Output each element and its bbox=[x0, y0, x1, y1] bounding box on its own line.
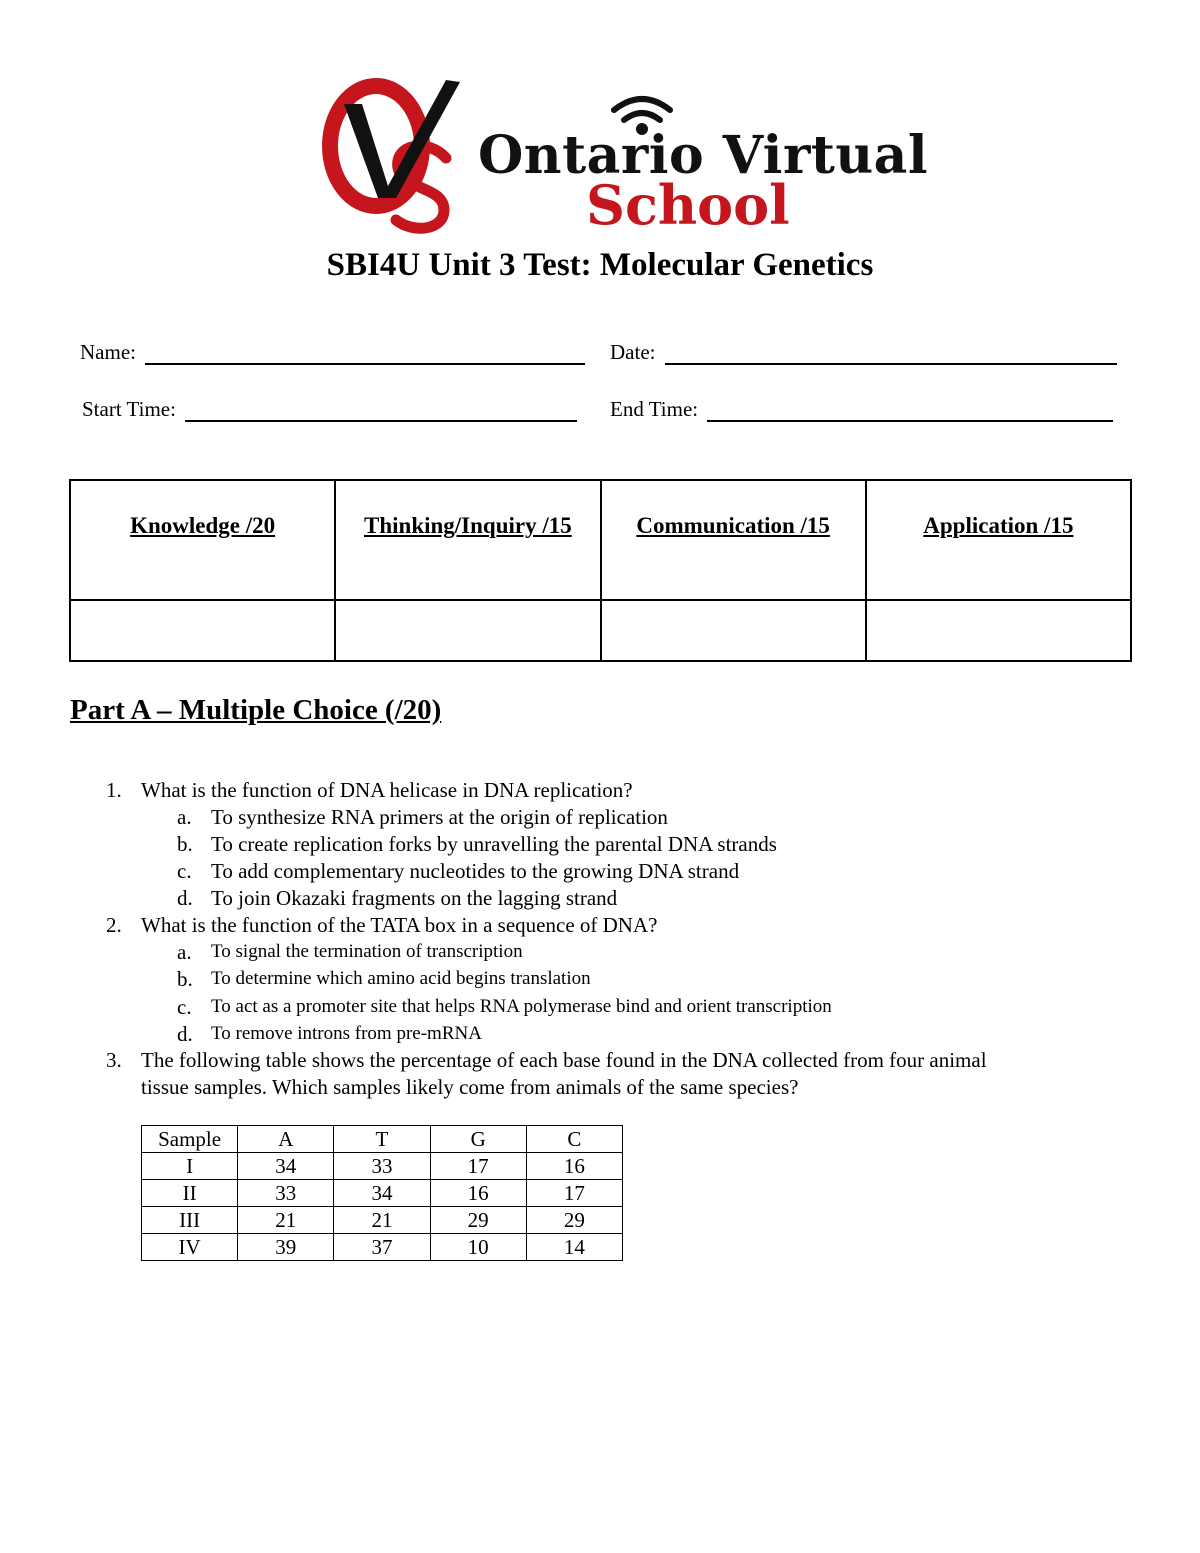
table-cell: 17 bbox=[430, 1153, 526, 1180]
option-letter: a. bbox=[177, 805, 192, 829]
table-cell: 29 bbox=[430, 1207, 526, 1234]
table-cell: 21 bbox=[334, 1207, 430, 1234]
score-header-knowledge: Knowledge /20 bbox=[70, 480, 335, 600]
end-time-line bbox=[707, 402, 1113, 422]
question-3-text-line1: The following table shows the percentage of each base found in the DNA collected from four animal bbox=[141, 1048, 987, 1072]
table-cell: II bbox=[142, 1180, 238, 1207]
table-row bbox=[142, 1153, 623, 1180]
page-title: SBI4U Unit 3 Test: Molecular Genetics bbox=[326, 247, 874, 283]
option-letter: d. bbox=[177, 1022, 193, 1046]
question-3-text-line2: tissue samples. Which samples likely come from animals of the same species? bbox=[141, 1075, 799, 1099]
table-cell: 39 bbox=[238, 1234, 334, 1261]
question-number: 2. bbox=[106, 913, 122, 937]
option-letter: a. bbox=[177, 940, 192, 964]
name-line bbox=[145, 345, 585, 365]
score-cell-communication bbox=[601, 600, 866, 661]
column-header: C bbox=[526, 1126, 622, 1153]
question-number: 1. bbox=[106, 778, 122, 802]
date-line bbox=[665, 345, 1117, 365]
score-table bbox=[69, 479, 1132, 662]
table-cell: 33 bbox=[334, 1153, 430, 1180]
column-header: A bbox=[238, 1126, 334, 1153]
q1-option-b: To create replication forks by unravelling the parental DNA strands bbox=[211, 832, 777, 856]
base-percentage-table bbox=[141, 1125, 623, 1261]
table-cell: 21 bbox=[238, 1207, 334, 1234]
table-row bbox=[142, 1180, 623, 1207]
date-field bbox=[610, 342, 1117, 365]
column-header: T bbox=[334, 1126, 430, 1153]
option-letter: d. bbox=[177, 886, 193, 910]
table-cell: I bbox=[142, 1153, 238, 1180]
score-cell-application bbox=[866, 600, 1131, 661]
option-letter: b. bbox=[177, 832, 193, 856]
table-cell: 16 bbox=[526, 1153, 622, 1180]
table-cell: 17 bbox=[526, 1180, 622, 1207]
option-letter: c. bbox=[177, 995, 192, 1019]
q1-option-c: To add complementary nucleotides to the growing DNA strand bbox=[211, 859, 740, 883]
logo-text-ontario-virtual: Ontario Virtual bbox=[478, 125, 929, 186]
q2-option-c: To act as a promoter site that helps RNA polymerase bind and orient transcription bbox=[211, 996, 832, 1017]
table-cell: 14 bbox=[526, 1234, 622, 1261]
section-heading-part-a: Part A – Multiple Choice (/20) bbox=[70, 694, 442, 726]
table-cell: 16 bbox=[430, 1180, 526, 1207]
date-label: Date: bbox=[610, 340, 656, 364]
question-number: 3. bbox=[106, 1048, 122, 1072]
score-header-application: Application /15 bbox=[866, 480, 1131, 600]
q1-option-a: To synthesize RNA primers at the origin of replication bbox=[211, 805, 668, 829]
option-letter: c. bbox=[177, 859, 192, 883]
name-field bbox=[80, 342, 585, 365]
table-row bbox=[142, 1234, 623, 1261]
q2-option-a: To signal the termination of transcription bbox=[211, 941, 523, 962]
score-cell-knowledge bbox=[70, 600, 335, 661]
score-header-communication: Communication /15 bbox=[601, 480, 866, 600]
score-cell-thinking bbox=[335, 600, 600, 661]
start-time-label: Start Time: bbox=[82, 397, 176, 421]
table-cell: III bbox=[142, 1207, 238, 1234]
q2-option-b: To determine which amino acid begins translation bbox=[211, 968, 591, 989]
question-2-text: What is the function of the TATA box in a sequence of DNA? bbox=[141, 913, 658, 937]
end-time-field bbox=[610, 399, 1113, 422]
score-header-thinking: Thinking/Inquiry /15 bbox=[335, 480, 600, 600]
table-cell: 10 bbox=[430, 1234, 526, 1261]
logo-text-school: School bbox=[586, 173, 790, 237]
table-cell: 37 bbox=[334, 1234, 430, 1261]
q1-option-d: To join Okazaki fragments on the lagging strand bbox=[211, 886, 618, 910]
column-header: Sample bbox=[142, 1126, 238, 1153]
table-cell: 29 bbox=[526, 1207, 622, 1234]
table-cell: IV bbox=[142, 1234, 238, 1261]
table-row bbox=[142, 1207, 623, 1234]
q2-option-d: To remove introns from pre-mRNA bbox=[211, 1023, 482, 1044]
end-time-label: End Time: bbox=[610, 397, 699, 421]
table-header-row bbox=[142, 1126, 623, 1153]
table-cell: 33 bbox=[238, 1180, 334, 1207]
school-logo bbox=[318, 74, 929, 237]
column-header: G bbox=[430, 1126, 526, 1153]
table-cell: 34 bbox=[334, 1180, 430, 1207]
question-1-text: What is the function of DNA helicase in DNA replication? bbox=[141, 778, 633, 802]
table-cell: 34 bbox=[238, 1153, 334, 1180]
name-label: Name: bbox=[80, 340, 136, 364]
option-letter: b. bbox=[177, 967, 193, 991]
start-time-field bbox=[82, 399, 577, 422]
start-time-line bbox=[185, 402, 577, 422]
